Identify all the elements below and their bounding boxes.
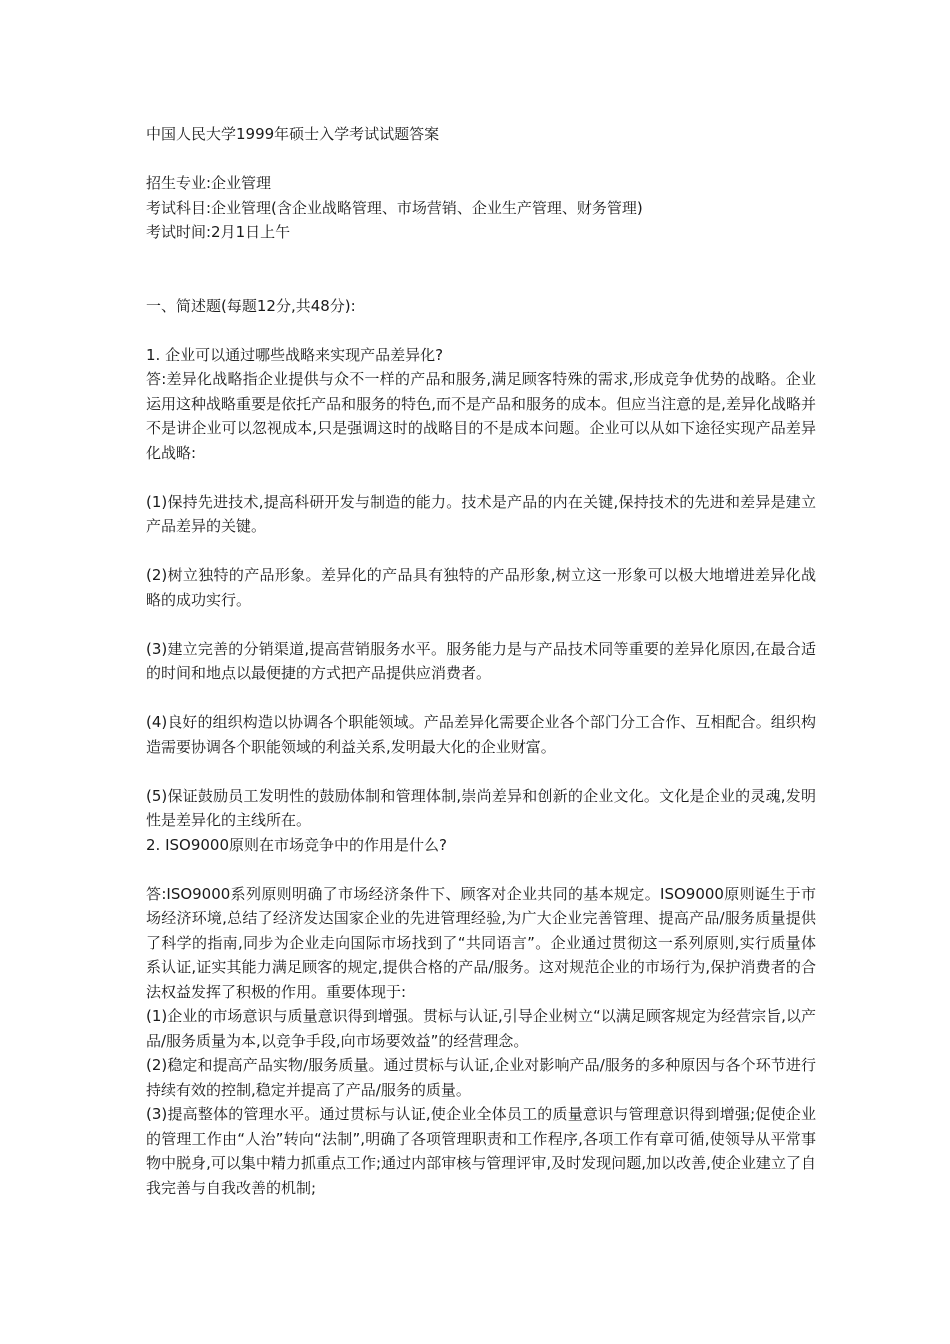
answer-1-point-2: (2)树立独特的产品形象。差异化的产品具有独特的产品形象,树立这一形象可以极大地增进差异化战略的成功实行。 bbox=[146, 566, 816, 609]
spacer bbox=[146, 759, 816, 784]
answer-1-point-3: (3)建立完善的分销渠道,提高营销服务水平。服务能力是与产品技术同等重要的差异化原因,在最合适的时间和地点以最便捷的方式把产品提供应消费者。 bbox=[146, 639, 816, 682]
answer-2-point-2: (2)稳定和提高产品实物/服务质量。通过贯标与认证,企业对影响产品/服务的多种原因与各个环节进行持续有效的控制,稳定并提高了产品/服务的质量。 bbox=[146, 1056, 816, 1099]
exam-subject: 考试科目:企业管理(含企业战略管理、市场营销、企业生产管理、财务管理) bbox=[146, 198, 643, 217]
spacer bbox=[146, 612, 816, 637]
section-heading: 一、简述题(每题12分,共48分): bbox=[146, 296, 356, 315]
document-page bbox=[146, 122, 816, 1200]
spacer bbox=[146, 857, 816, 882]
question-2: 2. ISO9000原则在市场竞争中的作用是什么? bbox=[146, 835, 447, 854]
spacer bbox=[146, 245, 816, 294]
spacer bbox=[146, 465, 816, 490]
answer-1-point-4: (4)良好的组织构造以协调各个职能领域。产品差异化需要企业各个部门分工合作、互相配合。组织构造需要协调各个职能领域的利益关系,发明最大化的企业财富。 bbox=[146, 713, 816, 756]
spacer bbox=[146, 539, 816, 564]
answer-1-point-5: (5)保证鼓励员工发明性的鼓励体制和管理体制,崇尚差异和创新的企业文化。文化是企业的灵魂,发明性是差异化的主线所在。 bbox=[146, 786, 816, 829]
exam-time: 考试时间:2月1日上午 bbox=[146, 223, 291, 241]
doc-title: 中国人民大学1999年硕士入学考试试题答案 bbox=[146, 125, 440, 143]
answer-2: 答:ISO9000系列原则明确了市场经济条件下、顾客对企业共同的基本规定。ISO9000原则诞生于市场经济环境,总结了经济发达国家企业的先进管理经验,为广大企业完善管理、提高产品/服务质量提供了科学的指南,同步为企业走向国际市场找到了“共同语言”。企业通过贯彻这一系列原则,实行质量体系认证,证实其能力满足顾客的规定,提供合格的产品/服务。这对规范企业的市场行为,保护消费者的合法权益发挥了积极的作用。重要体现于: bbox=[146, 884, 816, 1001]
exam-major: 招生专业:企业管理 bbox=[146, 174, 272, 192]
answer-2-point-1: (1)企业的市场意识与质量意识得到增强。贯标与认证,引导企业树立“以满足顾客规定为经营宗旨,以产品/服务质量为本,以竞争手段,向市场要效益”的经营理念。 bbox=[146, 1007, 816, 1050]
question-1: 1. 企业可以通过哪些战略来实现产品差异化? bbox=[146, 345, 444, 364]
spacer bbox=[146, 686, 816, 711]
spacer bbox=[146, 147, 816, 172]
answer-1-point-1: (1)保持先进技术,提高科研开发与制造的能力。技术是产品的内在关键,保持技术的先进和差异是建立产品差异的关键。 bbox=[146, 492, 816, 535]
answer-1: 答:差异化战略指企业提供与众不一样的产品和服务,满足顾客特殊的需求,形成竞争优势的战略。企业运用这种战略重要是依托产品和服务的特色,而不是产品和服务的成本。但应当注意的是,差异化战略并不是讲企业可以忽视成本,只是强调这时的战略目的不是成本问题。企业可以从如下途径实现产品差异化战略: bbox=[146, 370, 816, 462]
spacer bbox=[146, 318, 816, 343]
answer-2-point-3: (3)提高整体的管理水平。通过贯标与认证,使企业全体员工的质量意识与管理意识得到增强;促使企业的管理工作由“人治”转向“法制”,明确了各项管理职责和工作程序,各项工作有章可循,使领导从平常事物中脱身,可以集中精力抓重点工作;通过内部审核与管理评审,及时发现问题,加以改善,使企业建立了自我完善与自我改善的机制; bbox=[146, 1105, 816, 1197]
